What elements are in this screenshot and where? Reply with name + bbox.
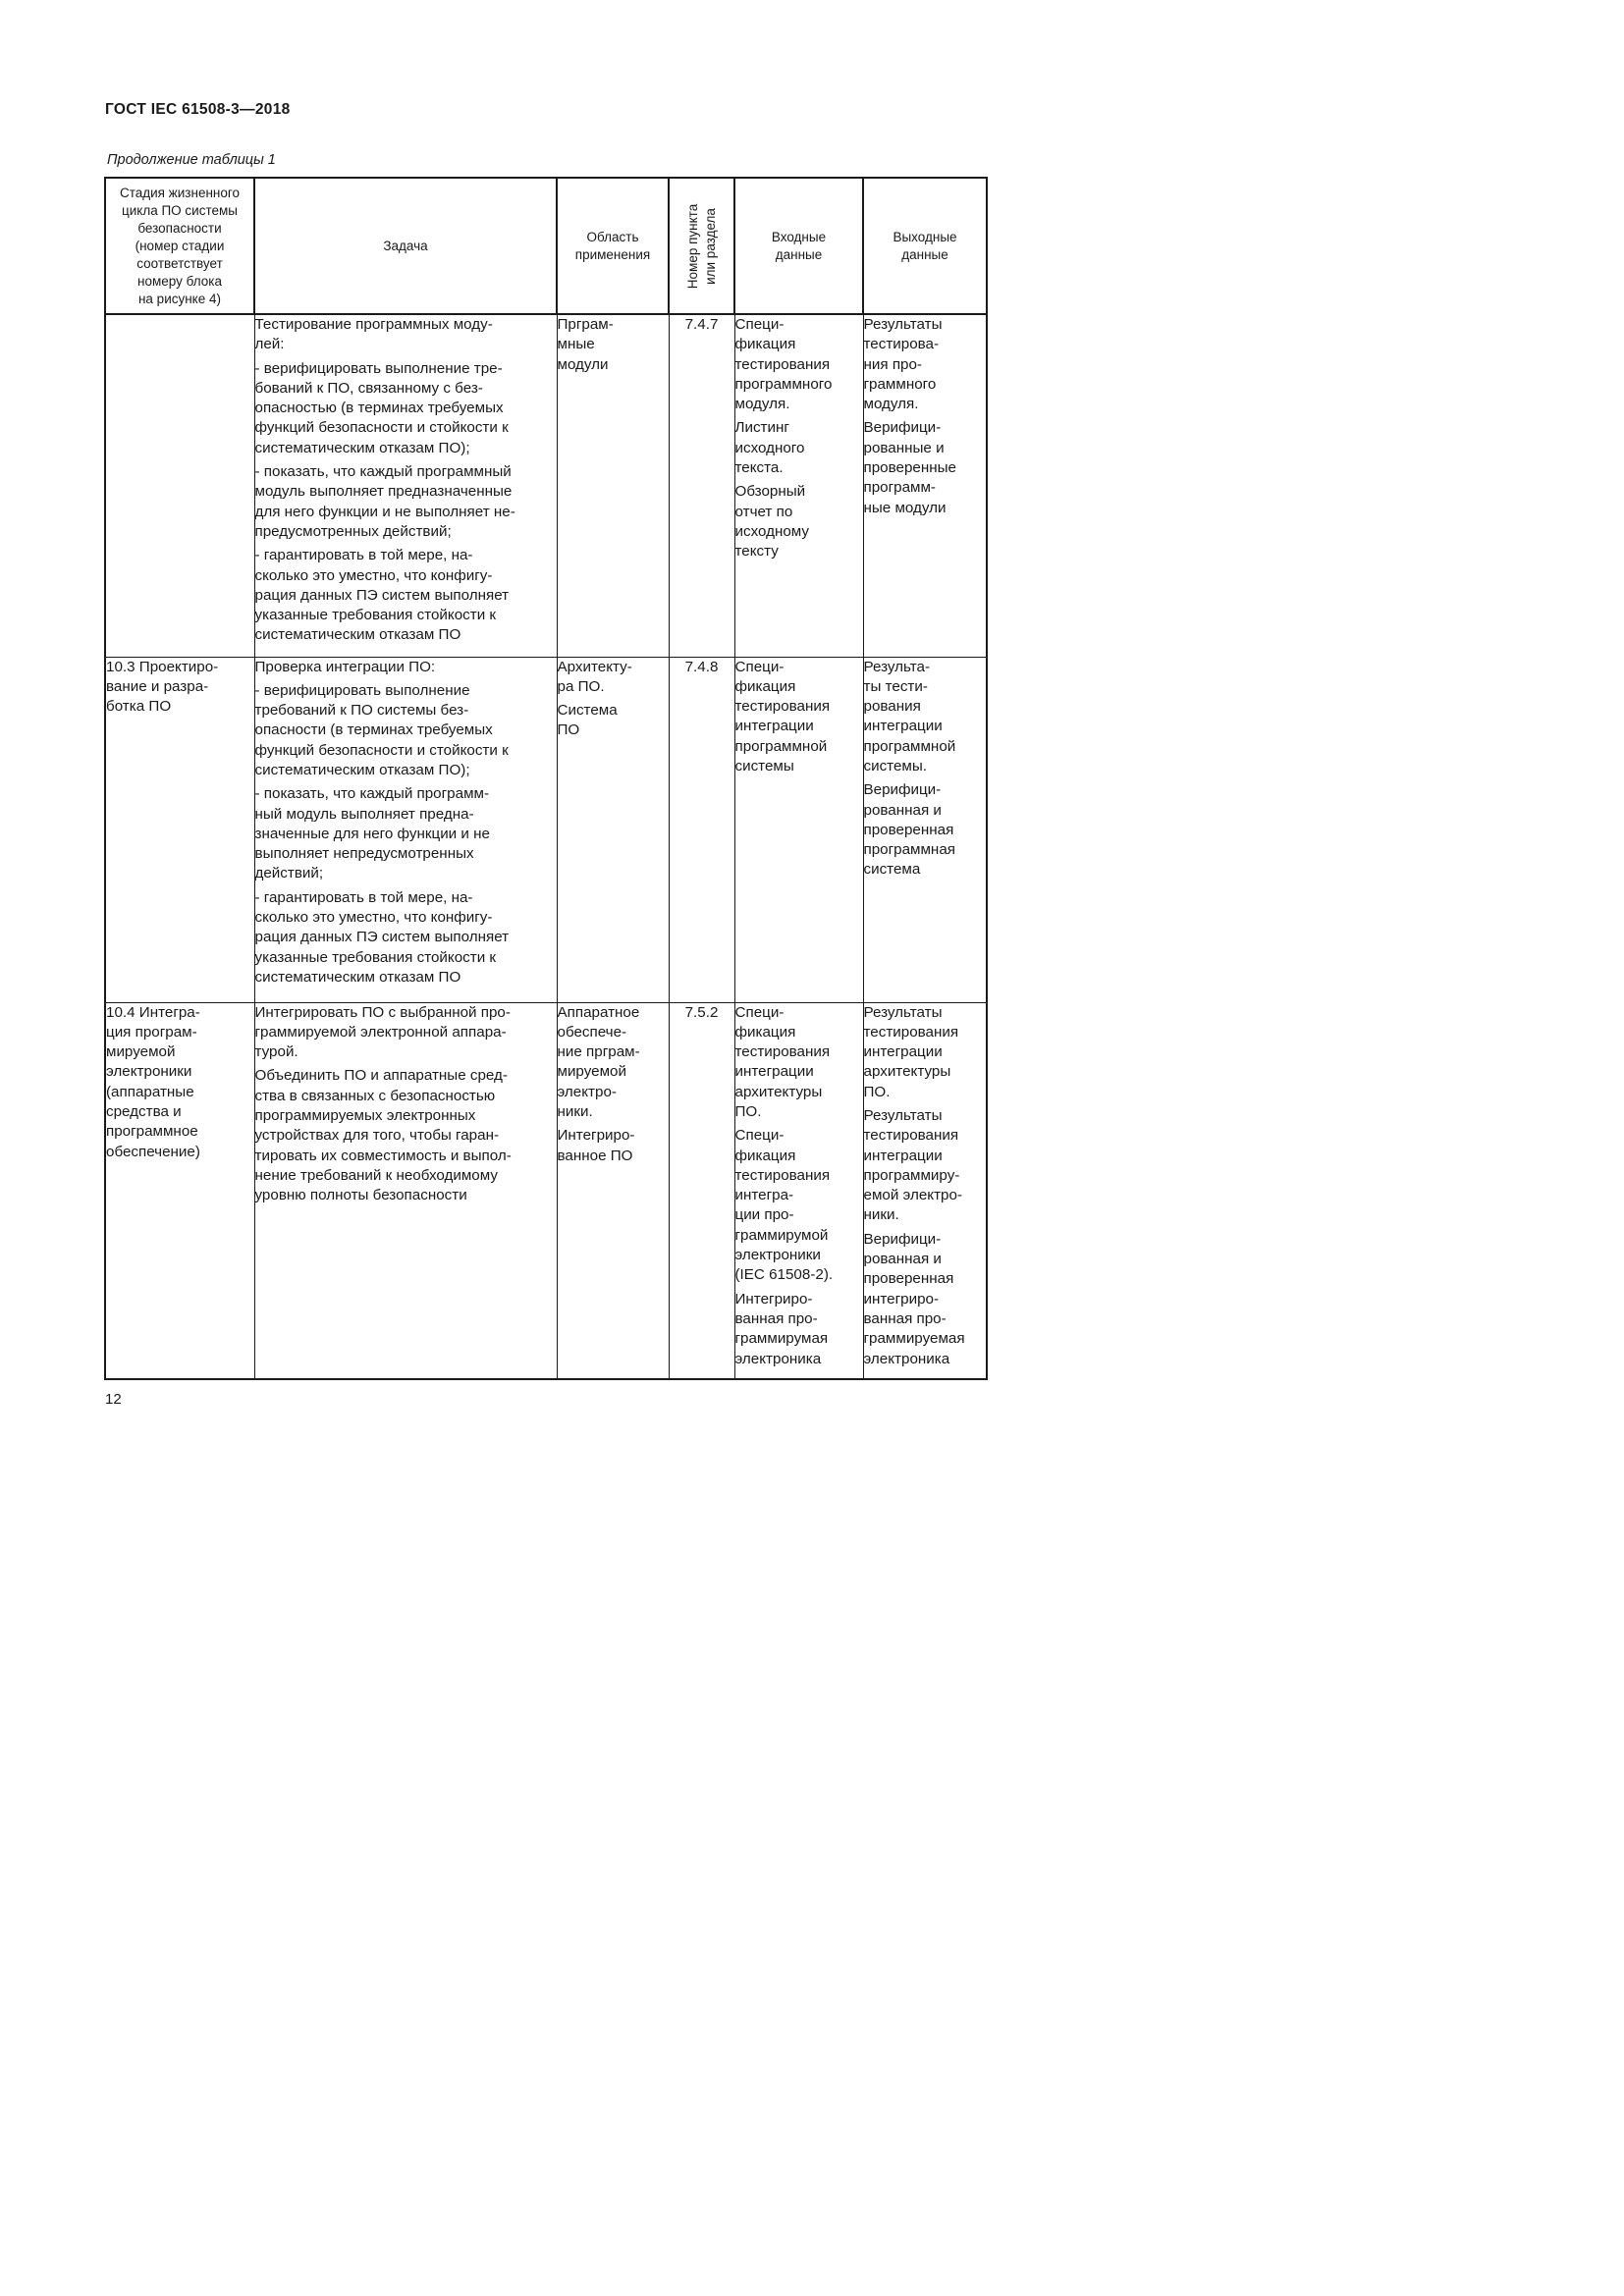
table-caption: Продолжение таблицы 1 — [107, 152, 276, 168]
text-line: функций безопасности и стойкости к — [254, 419, 509, 437]
inputs-cell — [734, 657, 863, 1002]
task-paragraph — [255, 546, 557, 645]
text-line: Тестирование программных моду- — [254, 316, 493, 333]
text-line: модуля. — [863, 396, 919, 413]
text-line: интеграции — [863, 718, 943, 735]
text-line: - показать, что каждый программ- — [254, 785, 490, 803]
text-line: текста. — [734, 459, 784, 477]
text-line: Специ- — [734, 1127, 785, 1145]
text-line: тестирования — [734, 698, 831, 716]
task-paragraph — [255, 784, 557, 883]
table-row — [105, 657, 987, 1002]
task-paragraph — [255, 888, 557, 988]
text-line: ПО — [557, 721, 580, 739]
outputs-cell — [863, 1002, 987, 1379]
text-line: устройствах для того, чтобы гаран- — [254, 1127, 500, 1145]
text-line: рования — [863, 698, 921, 716]
text-line: средства и — [106, 1102, 182, 1120]
scope-cell — [557, 314, 669, 657]
text-line: интеграции — [863, 1147, 943, 1164]
task-cell — [254, 314, 557, 657]
clause-cell: 7.4.8 — [669, 657, 734, 1002]
table-header-row — [105, 178, 987, 314]
header-line: на рисунке 4) — [137, 291, 222, 306]
text-line: мные — [557, 336, 595, 353]
text-line: модули — [557, 355, 609, 373]
text-line: Верифици- — [863, 1230, 942, 1248]
stage-cell — [105, 314, 254, 657]
inputs-paragraph — [735, 1290, 863, 1369]
text-line: предусмотренных действий; — [254, 522, 452, 540]
text-line: граммируемой электронной аппара- — [254, 1023, 507, 1041]
text-line: ция програм- — [106, 1023, 197, 1041]
text-line: программного — [734, 375, 833, 393]
header-line: Задача — [383, 238, 428, 253]
outputs-paragraph — [864, 1230, 987, 1369]
text-line: ния про- — [863, 355, 922, 373]
text-line: Интегрировать ПО с выбранной про- — [254, 1003, 511, 1021]
task-cell — [254, 657, 557, 1002]
text-line: 10.3 Проектиро- — [106, 658, 219, 675]
text-line: тестирования — [863, 1023, 959, 1041]
text-line: интеграции — [863, 1043, 943, 1061]
inputs-paragraph — [735, 1126, 863, 1285]
text-line: Результаты — [863, 316, 943, 333]
header-clause-number — [669, 178, 734, 314]
task-paragraph — [255, 1003, 557, 1063]
header-task — [254, 178, 557, 314]
text-line: граммирумая — [734, 1330, 829, 1348]
text-line: рация данных ПЭ систем выполняет — [254, 929, 510, 946]
text-line: архитектуры — [734, 1083, 823, 1100]
scope-cell — [557, 657, 669, 1002]
text-line: бований к ПО, связанному с без- — [254, 379, 483, 397]
text-line: лей: — [254, 336, 285, 353]
text-line: Объединить ПО и аппаратные сред- — [254, 1067, 508, 1085]
header-line: данные — [901, 246, 948, 262]
text-line: Листинг — [734, 419, 789, 437]
text-line: тестирова- — [863, 336, 940, 353]
text-line: Специ- — [734, 658, 785, 675]
text-line: фикация — [734, 1023, 796, 1041]
text-line: рованная и — [863, 801, 942, 819]
text-line: (аппаратные — [106, 1083, 194, 1100]
inputs-cell — [734, 314, 863, 657]
header-scope — [557, 178, 669, 314]
stage-paragraph — [106, 658, 254, 718]
text-line: систематическим отказам ПО); — [254, 439, 470, 456]
scope-paragraph — [558, 701, 669, 741]
text-line: Интегриро- — [557, 1127, 635, 1145]
text-line: программная — [863, 841, 955, 859]
inputs-paragraph — [735, 482, 863, 561]
text-line: модуль выполняет предназначенные — [254, 483, 513, 501]
text-line: опасности (в терминах требуемых — [254, 721, 493, 739]
document-header: ГОСТ IEC 61508-3—2018 — [105, 101, 291, 118]
text-line: ванная про- — [734, 1309, 818, 1327]
scope-paragraph — [558, 1126, 669, 1166]
text-line: уровню полноты безопасности — [254, 1187, 467, 1204]
text-line: граммного — [863, 375, 937, 393]
scope-paragraph — [558, 1003, 669, 1123]
header-line: Номер пункта — [684, 203, 700, 289]
inputs-paragraph — [735, 315, 863, 414]
text-line: ние пргрaм- — [557, 1043, 640, 1061]
stage-cell — [105, 1002, 254, 1379]
header-line: Входные — [771, 229, 827, 244]
text-line: выполняет непредусмотренных — [254, 845, 474, 863]
text-line: действий; — [254, 865, 324, 882]
lifecycle-table — [104, 177, 988, 1380]
text-line: Архитекту- — [557, 658, 632, 675]
text-line: - показать, что каждый программный — [254, 463, 512, 481]
text-line: систематическим отказам ПО — [254, 968, 461, 986]
outputs-cell — [863, 314, 987, 657]
text-line: ники. — [557, 1102, 593, 1120]
header-line: соответствует — [136, 255, 223, 271]
text-line: ства в связанных с безопасностью — [254, 1087, 496, 1104]
text-line: системы — [734, 757, 794, 774]
text-line: турой. — [254, 1043, 298, 1061]
header-outputs — [863, 178, 987, 314]
text-line: - гарантировать в той мере, на- — [254, 888, 473, 906]
text-line: ции про- — [734, 1206, 794, 1224]
text-line: ванная про- — [863, 1309, 947, 1327]
text-line: рация данных ПЭ систем выполняет — [254, 586, 510, 604]
scope-paragraph — [558, 315, 669, 375]
text-line: фикация — [734, 1147, 796, 1164]
table-row — [105, 314, 987, 657]
text-line: интеграции — [734, 718, 814, 735]
text-line: Верифици- — [863, 781, 942, 799]
text-line: сколько это уместно, что конфигу- — [254, 909, 493, 927]
text-line: Интегриро- — [734, 1290, 813, 1308]
text-line: программ- — [863, 479, 936, 497]
task-paragraph — [255, 658, 557, 677]
header-stage — [105, 178, 254, 314]
text-line: Результаты — [863, 1106, 943, 1124]
text-line: тировать их совместимость и выпол- — [254, 1147, 512, 1164]
text-line: ный модуль выполняет предна- — [254, 805, 474, 823]
text-line: программной — [863, 737, 956, 755]
text-line: система — [863, 861, 921, 879]
text-line: проверенная — [863, 1270, 954, 1288]
text-line: 10.4 Интегра- — [106, 1003, 200, 1021]
text-line: интеграции — [734, 1063, 814, 1081]
task-paragraph — [255, 681, 557, 780]
text-line: программной — [734, 737, 828, 755]
text-line: Результаты — [863, 1003, 943, 1021]
text-line: тестирования — [734, 1166, 831, 1184]
text-line: тестирования — [863, 1127, 959, 1145]
outputs-paragraph — [864, 1106, 987, 1226]
text-line: емой электро- — [863, 1187, 962, 1204]
text-line: ботка ПО — [106, 698, 172, 716]
header-inputs — [734, 178, 863, 314]
header-line: или раздела — [702, 207, 718, 285]
text-line: фикация — [734, 677, 796, 695]
text-line: опасностью (в терминах требуемых — [254, 400, 504, 417]
task-paragraph — [255, 1066, 557, 1205]
header-line: (номер стадии — [135, 238, 225, 253]
text-line: архитектуры — [863, 1063, 951, 1081]
text-line: рованная и — [863, 1251, 942, 1268]
text-line: Проверка интеграции ПО: — [254, 658, 436, 675]
outputs-paragraph — [864, 658, 987, 777]
table-row — [105, 1002, 987, 1379]
outputs-paragraph — [864, 1003, 987, 1102]
text-line: мируемой — [557, 1063, 626, 1081]
outputs-cell — [863, 657, 987, 1002]
text-line: системы. — [863, 757, 927, 774]
text-line: указанные требования стойкости к — [254, 948, 497, 966]
text-line: Специ- — [734, 1003, 785, 1021]
text-line: Специ- — [734, 316, 785, 333]
task-cell — [254, 1002, 557, 1379]
text-line: - верифицировать выполнение — [254, 681, 470, 699]
text-line: интегриро- — [863, 1290, 940, 1308]
text-line: Результа- — [863, 658, 931, 675]
task-paragraph — [255, 462, 557, 542]
text-line: вание и разра- — [106, 677, 209, 695]
text-line: программное — [106, 1123, 198, 1141]
header-line: безопасности — [137, 220, 222, 236]
text-line: тестирования — [734, 355, 831, 373]
scope-paragraph — [558, 658, 669, 698]
outputs-paragraph — [864, 315, 987, 414]
outputs-paragraph — [864, 780, 987, 880]
text-line: фикация — [734, 336, 796, 353]
header-line: цикла ПО системы — [122, 202, 238, 218]
text-line: рованные и — [863, 439, 945, 456]
text-line: электроники — [106, 1063, 192, 1081]
text-line: проверенные — [863, 459, 956, 477]
task-paragraph — [255, 315, 557, 355]
stage-paragraph — [106, 1003, 254, 1162]
text-line: мируемой — [106, 1043, 176, 1061]
text-line: граммирумой — [734, 1226, 829, 1244]
text-line: систематическим отказам ПО); — [254, 761, 470, 778]
text-line: Пргрaм- — [557, 316, 614, 333]
text-line: Аппаратное — [557, 1003, 640, 1021]
clause-cell: 7.4.7 — [669, 314, 734, 657]
text-line: электроника — [863, 1350, 950, 1367]
inputs-paragraph — [735, 658, 863, 777]
page-number: 12 — [105, 1391, 122, 1408]
header-line: Выходные — [893, 229, 957, 244]
text-line: проверенная — [863, 821, 954, 838]
text-line: ники. — [863, 1206, 899, 1224]
text-line: требований к ПО системы без- — [254, 702, 469, 720]
text-line: для него функции и не выполняет не- — [254, 503, 515, 520]
text-line: ра ПО. — [557, 677, 605, 695]
scope-cell — [557, 1002, 669, 1379]
task-paragraph — [255, 359, 557, 458]
text-line: указанные требования стойкости к — [254, 607, 497, 624]
text-line: нение требований к необходимому — [254, 1166, 498, 1184]
text-line: ты тести- — [863, 677, 928, 695]
text-line: электро- — [557, 1083, 617, 1100]
inputs-cell — [734, 1002, 863, 1379]
text-line: систематическим отказам ПО — [254, 626, 461, 644]
text-line: Обзорный — [734, 483, 806, 501]
text-line: ПО. — [863, 1083, 891, 1100]
text-line: программиру- — [863, 1166, 960, 1184]
text-line: значенные для него функции и не — [254, 825, 490, 842]
text-line: сколько это уместно, что конфигу- — [254, 566, 493, 584]
clause-cell: 7.5.2 — [669, 1002, 734, 1379]
text-line: отчет по — [734, 503, 793, 520]
text-line: ванное ПО — [557, 1147, 633, 1164]
header-line: Стадия жизненного — [119, 185, 241, 200]
text-line: ПО. — [734, 1102, 762, 1120]
outputs-paragraph — [864, 418, 987, 517]
text-line: исходного — [734, 439, 805, 456]
text-line: граммируемая — [863, 1330, 965, 1348]
text-line: (IEC 61508-2). — [734, 1266, 834, 1284]
header-line: Область — [586, 229, 639, 244]
text-line: - верифицировать выполнение тре- — [254, 359, 503, 377]
text-line: функций безопасности и стойкости к — [254, 741, 509, 759]
text-line: исходному — [734, 522, 810, 540]
text-line: электроника — [734, 1350, 822, 1367]
text-line: обеспечение) — [106, 1143, 200, 1160]
inputs-paragraph — [735, 1003, 863, 1123]
header-line: применения — [574, 246, 651, 262]
text-line: тестирования — [734, 1043, 831, 1061]
text-line: электроники — [734, 1247, 821, 1264]
text-line: - гарантировать в той мере, на- — [254, 547, 473, 564]
text-line: интегра- — [734, 1187, 794, 1204]
text-line: тексту — [734, 543, 779, 561]
header-line: номеру блока — [137, 273, 222, 289]
text-line: программируемых электронных — [254, 1106, 476, 1124]
text-line: модуля. — [734, 396, 790, 413]
text-line: Верифици- — [863, 419, 942, 437]
inputs-paragraph — [735, 418, 863, 478]
text-line: ные модули — [863, 499, 947, 516]
header-line: данные — [775, 246, 823, 262]
text-line: Система — [557, 702, 618, 720]
stage-cell — [105, 657, 254, 1002]
text-line: обеспече- — [557, 1023, 627, 1041]
